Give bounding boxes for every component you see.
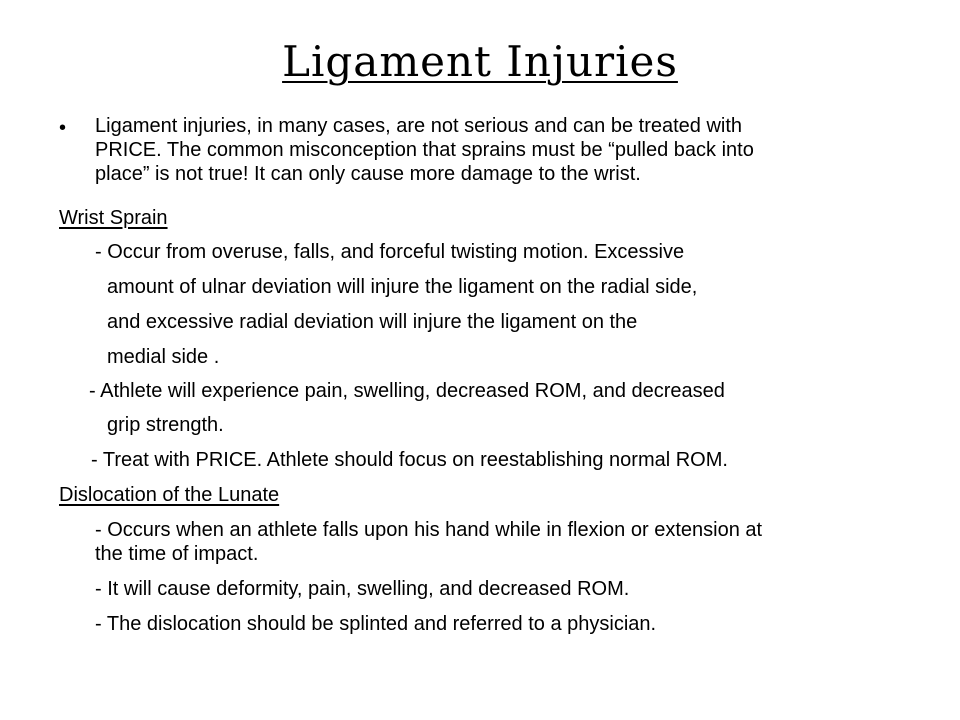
wrist-sprain-line: amount of ulnar deviation will injure the ligament on the radial side, — [107, 276, 698, 298]
wrist-sprain-heading: Wrist Sprain — [59, 207, 168, 229]
wrist-sprain-line: - Athlete will experience pain, swelling, decreased ROM, and decreased — [89, 380, 725, 402]
wrist-sprain-line: - Occur from overuse, falls, and forceful twisting motion. Excessive — [95, 241, 685, 263]
lunate-dislocation-line: the time of impact. — [95, 543, 259, 565]
intro-line: place” is not true! It can only cause more damage to the wrist. — [95, 163, 641, 185]
wrist-sprain-line: and excessive radial deviation will injure the ligament on the — [107, 311, 638, 333]
wrist-sprain-line: medial side . — [107, 346, 220, 368]
lunate-dislocation-line: - It will cause deformity, pain, swelling, and decreased ROM. — [95, 578, 630, 600]
slide-title: Ligament Injuries — [282, 37, 678, 86]
intro-paragraph — [95, 114, 754, 186]
bullet-icon: • — [59, 117, 67, 139]
lunate-dislocation-heading: Dislocation of the Lunate — [59, 484, 280, 506]
lunate-dislocation-line: - The dislocation should be splinted and referred to a physician. — [95, 613, 657, 635]
lunate-dislocation-line: - Occurs when an athlete falls upon his hand while in flexion or extension at — [95, 519, 763, 541]
wrist-sprain-line: - Treat with PRICE. Athlete should focus on reestablishing normal ROM. — [91, 449, 728, 471]
intro-line: Ligament injuries, in many cases, are not serious and can be treated with — [95, 115, 743, 137]
wrist-sprain-line: grip strength. — [107, 414, 224, 436]
intro-line: PRICE. The common misconception that sprains must be “pulled back into — [95, 139, 754, 161]
